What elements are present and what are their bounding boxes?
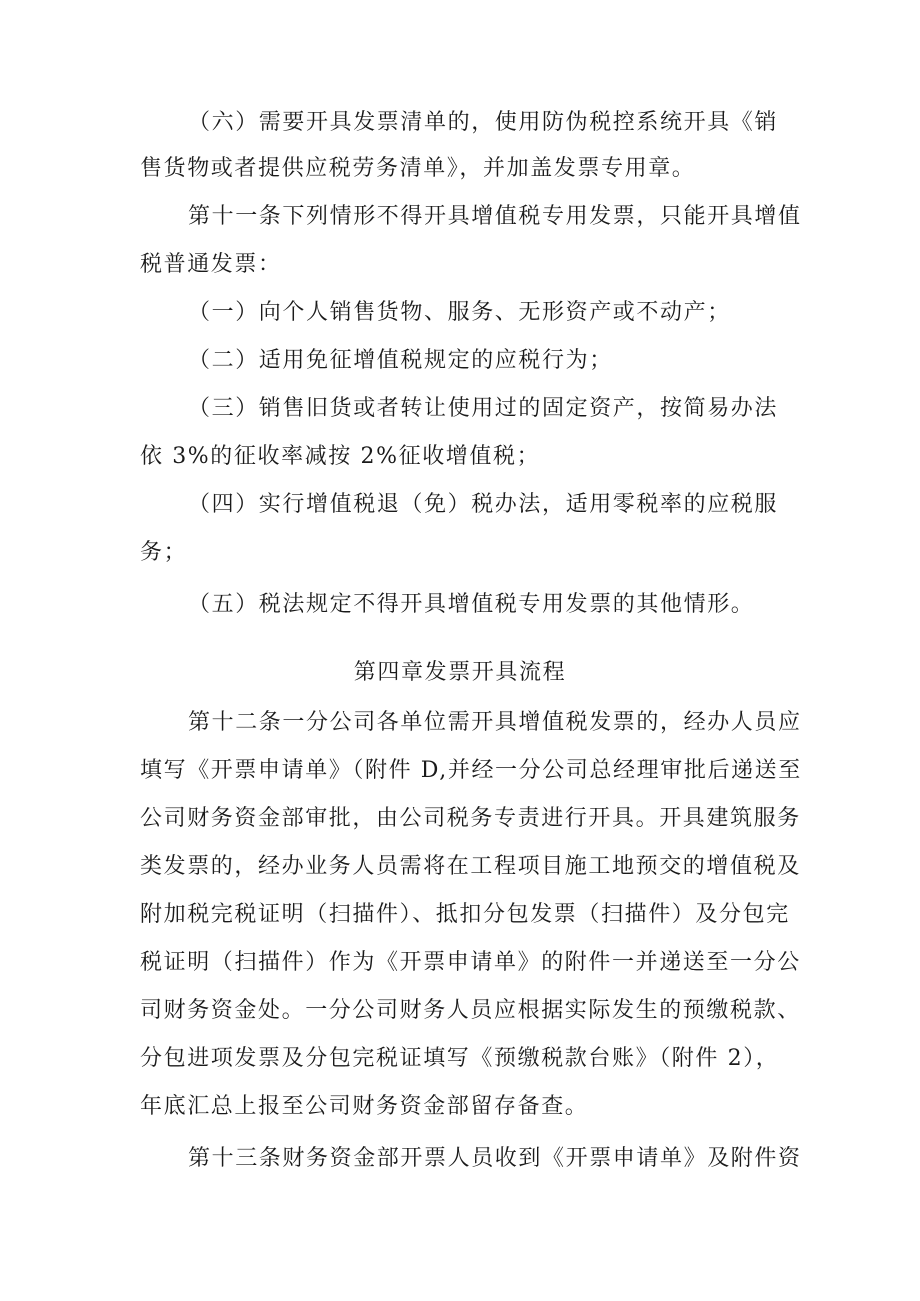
article-12-line-2: 填写《开票申请单》（附件 D,并经一分公司总经理审批后递送至 — [140, 758, 802, 783]
article-11-line-2: 税普通发票： — [140, 252, 282, 277]
article-12-line-3: 公司财务资金部审批，由公司税务专责进行开具。开具建筑服务 — [140, 806, 801, 831]
article-12-line-1: 第十二条一分公司各单位需开具增值税发票的，经办人员应 — [188, 710, 802, 735]
item-6-line-1: （六）需要开具发票清单的，使用防伪税控系统开具《销 — [188, 110, 779, 135]
article-12-line-5: 附加税完税证明（扫描件）、抵扣分包发票（扫描件）及分包完 — [140, 902, 790, 927]
chapter-heading: 第四章发票开具流程 — [353, 660, 567, 685]
article-11-item-4-line-1: （四）实行增值税退（免）税办法，适用零税率的应税服 — [188, 492, 779, 517]
article-11-item-2-line: （二）适用免征增值税规定的应税行为； — [188, 348, 613, 373]
article-11-item-5-line: （五）税法规定不得开具增值税专用发票的其他情形。 — [188, 592, 755, 617]
article-11-item-3-line-2: 依 3%的征收率减按 2%征收增值税； — [140, 444, 541, 469]
article-13-line-1: 第十三条财务资金部开票人员收到《开票申请单》及附件资 — [188, 1146, 802, 1171]
article-11-item-4-line-2: 务； — [140, 540, 188, 565]
article-12-line-9: 年底汇总上报至公司财务资金部留存备查。 — [140, 1094, 589, 1119]
article-11-line-1: 第十一条下列情形不得开具增值税专用发票，只能开具增值 — [188, 204, 802, 229]
item-6-line-2: 售货物或者提供应税劳务清单》，并加盖发票专用章。 — [140, 156, 696, 181]
article-11-item-3-line-1: （三）销售旧货或者转让使用过的固定资产，按简易办法 — [188, 396, 779, 421]
article-12-line-7: 司财务资金处。一分公司财务人员应根据实际发生的预缴税款、 — [140, 998, 801, 1023]
article-12-line-8: 分包进项发票及分包完税证填写《预缴税款台账》（附件 2）， — [140, 1046, 780, 1071]
article-12-line-6: 税证明（扫描件）作为《开票申请单》的附件一并递送至一分公 — [140, 950, 801, 975]
article-12-line-4: 类发票的，经办业务人员需将在工程项目施工地预交的增值税及 — [140, 854, 801, 879]
article-11-item-1-line: （一）向个人销售货物、服务、无形资产或不动产； — [188, 300, 731, 325]
